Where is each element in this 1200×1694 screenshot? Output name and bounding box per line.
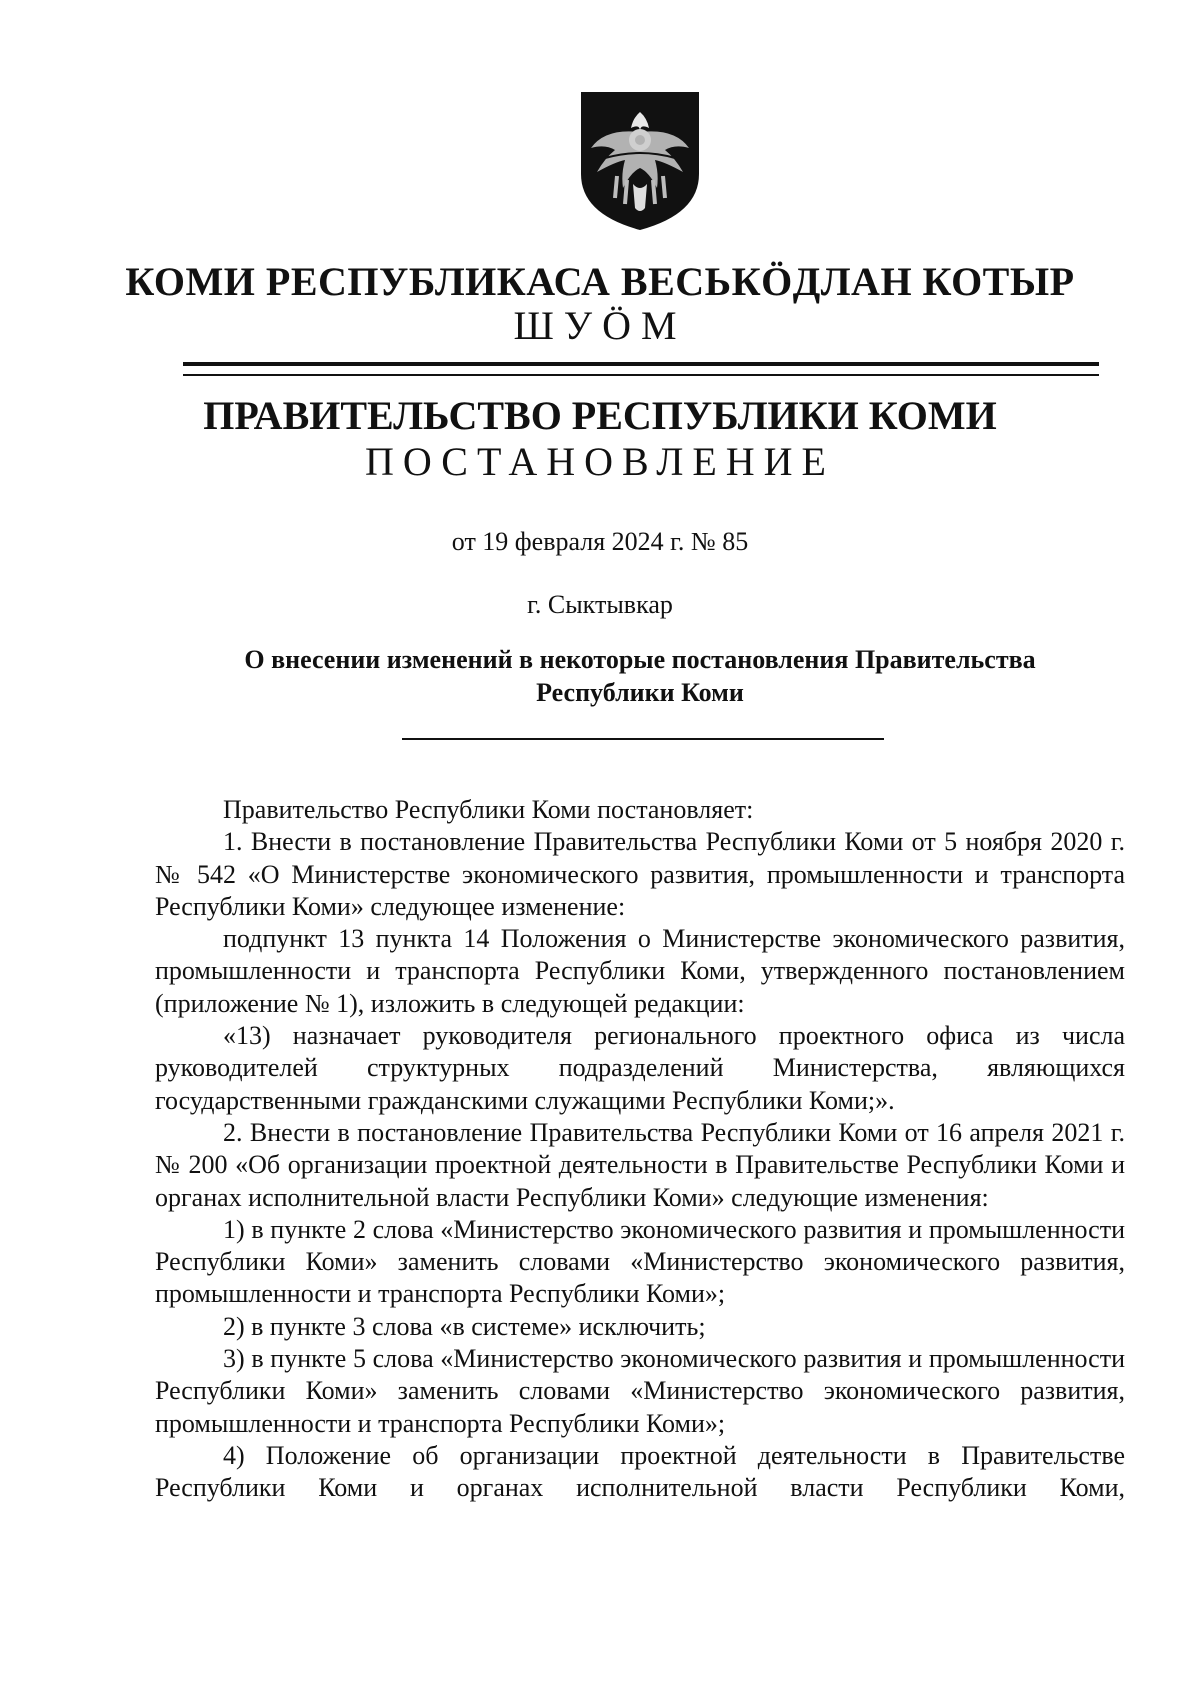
paragraph: 4) Положение об организации проектной деятельности в Правительстве Республики Коми и органах исполнительной власти Республики Коми, — [155, 1440, 1125, 1503]
komi-title: КОМИ РЕСПУБЛИКАСА ВЕСЬКӦДЛАН КОТЫР — [125, 259, 1075, 304]
subject-divider — [402, 738, 884, 740]
city: г. Сыктывкар — [527, 590, 673, 619]
paragraph: 1. Внести в постановление Правительства Республики Коми от 5 ноября 2020 г. № 542 «О Министерстве экономического развития, промышленности и транспорта Республики Коми» следующее изменение: — [155, 827, 1125, 921]
paragraph: 1) в пункте 2 слова «Министерство экономического развития и промышленности Республики Коми» заменить словами «Министерство экономического развития, промышленности и транспорта Республики Коми»; — [155, 1214, 1125, 1309]
coat-of-arms-icon — [575, 88, 705, 233]
paragraph: Правительство Республики Коми постановляет: — [223, 795, 754, 824]
paragraph: подпункт 13 пункта 14 Положения о Министерстве экономического развития, промышленности и транспорта Республики Коми, утвержденного постановлением (приложение № 1), изложить в следующей редакции: — [155, 924, 1125, 1018]
paragraph: «13) назначает руководителя регионального проектного офиса из числа руководителей структурных подразделений Министерства, являющихся государственными гражданскими служащими Республики Коми;». — [155, 1021, 1125, 1115]
header-divider — [183, 362, 1099, 376]
document-subject: О внесении изменений в некоторые постановления Правительства Республики Коми — [244, 645, 1036, 707]
paragraph: 2) в пункте 3 слова «в системе» исключить; — [223, 1311, 706, 1341]
paragraph: 3) в пункте 5 слова «Министерство экономического развития и промышленности Республики Коми» заменить словами «Министерство экономического развития, промышленности и транспорта Республики Коми»; — [155, 1344, 1125, 1438]
government-title: ПРАВИТЕЛЬСТВО РЕСПУБЛИКИ КОМИ — [203, 393, 997, 438]
paragraph: 2. Внести в постановление Правительства Республики Коми от 16 апреля 2021 г. № 200 «Об организации проектной деятельности в Правительстве Республики Коми и органах исполнительной власти Республики Коми» следующие изменения: — [155, 1117, 1125, 1212]
document-body — [155, 794, 1125, 1505]
date-number: от 19 февраля 2024 г. № 85 — [451, 527, 749, 556]
komi-subtitle: ШУӦМ — [513, 303, 687, 348]
document-type: ПОСТАНОВЛЕНИЕ — [365, 439, 835, 484]
